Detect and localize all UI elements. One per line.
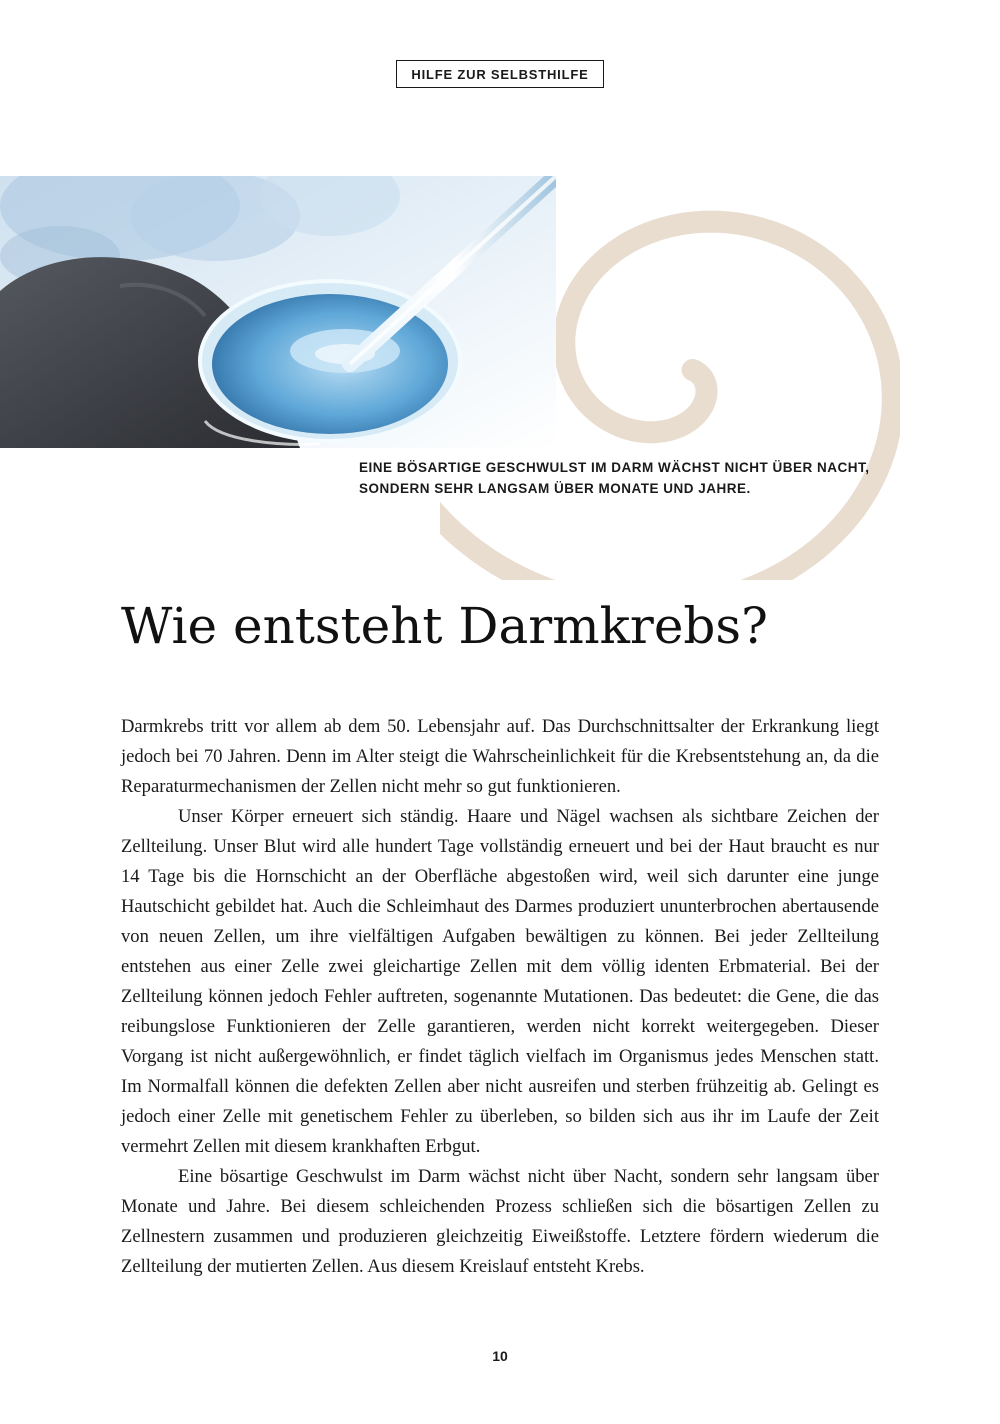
- caption-line: SONDERN SEHR LANGSAM ÜBER MONATE UND JAHRE.: [359, 481, 751, 496]
- page-number: 10: [492, 1348, 508, 1364]
- section-label: HILFE ZUR SELBSTHILFE: [396, 60, 604, 88]
- paragraph: Darmkrebs tritt vor allem ab dem 50. Lebensjahr auf. Das Durchschnittsalter der Erkrankung liegt jedoch bei 70 Jahren. Denn im Alter steigt die Wahrscheinlichkeit für die Krebsentstehung an, da die Reparaturmechanismen der Zellen nicht mehr so gut funktionieren.: [121, 716, 879, 797]
- lab-petri-dish-photo: [0, 176, 556, 448]
- paragraph: Unser Körper erneuert sich ständig. Haare und Nägel wachsen als sichtbare Zeichen der Zellteilung. Unser Blut wird alle hundert Tage vollständig erneuert und bei der Haut braucht es nur 14 Tage bis die Hornschicht an der Oberfläche abgestoßen wird, weil sich darunter eine junge Hautschicht gebildet hat. Auch die Schleimhaut des Darmes produziert ununterbrochen abertausende von neuen Zellen, um ihre vielfältigen Aufgaben bewältigen zu können. Bei jeder Zellteilung entstehen aus einer Zelle zwei gleichartige Zellen mit dem völlig identen Erbmaterial. Bei der Zellteilung können jedoch Fehler auftreten, sogenannte Mutationen. Das bedeutet: die Gene, die das reibungslose Funktionieren der Zelle garantieren, werden nicht korrekt weitergegeben. Dieser Vorgang ist nicht außergewöhnlich, er findet täglich vielfach im Organismus jedes Menschen statt. Im Normalfall können die defekten Zellen aber nicht ausreifen und sterben frühzeitig ab. Gelingt es jedoch einer Zelle mit genetischem Fehler zu überleben, so bilden sich aus ihr im Laufe der Zeit vermehrt Zellen mit diesem krankhaften Erbgut.: [121, 806, 879, 1157]
- paragraph: Eine bösartige Geschwulst im Darm wächst nicht über Nacht, sondern sehr langsam über Monate und Jahre. Bei diesem schleichenden Prozess schließen sich die bösartigen Zellen zu Zellnestern zusammen und produzieren gleichzeitig Eiweißstoffe. Letztere fördern wiederum die Zellteilung der mutierten Zellen. Aus diesem Kreislauf entsteht Krebs.: [121, 1166, 879, 1277]
- figure-caption: [359, 457, 919, 499]
- article-body: [121, 712, 879, 1282]
- page-title: Wie entsteht Darmkrebs?: [121, 597, 768, 655]
- caption-line: EINE BÖSARTIGE GESCHWULST IM DARM WÄCHST NICHT ÜBER NACHT,: [359, 460, 870, 475]
